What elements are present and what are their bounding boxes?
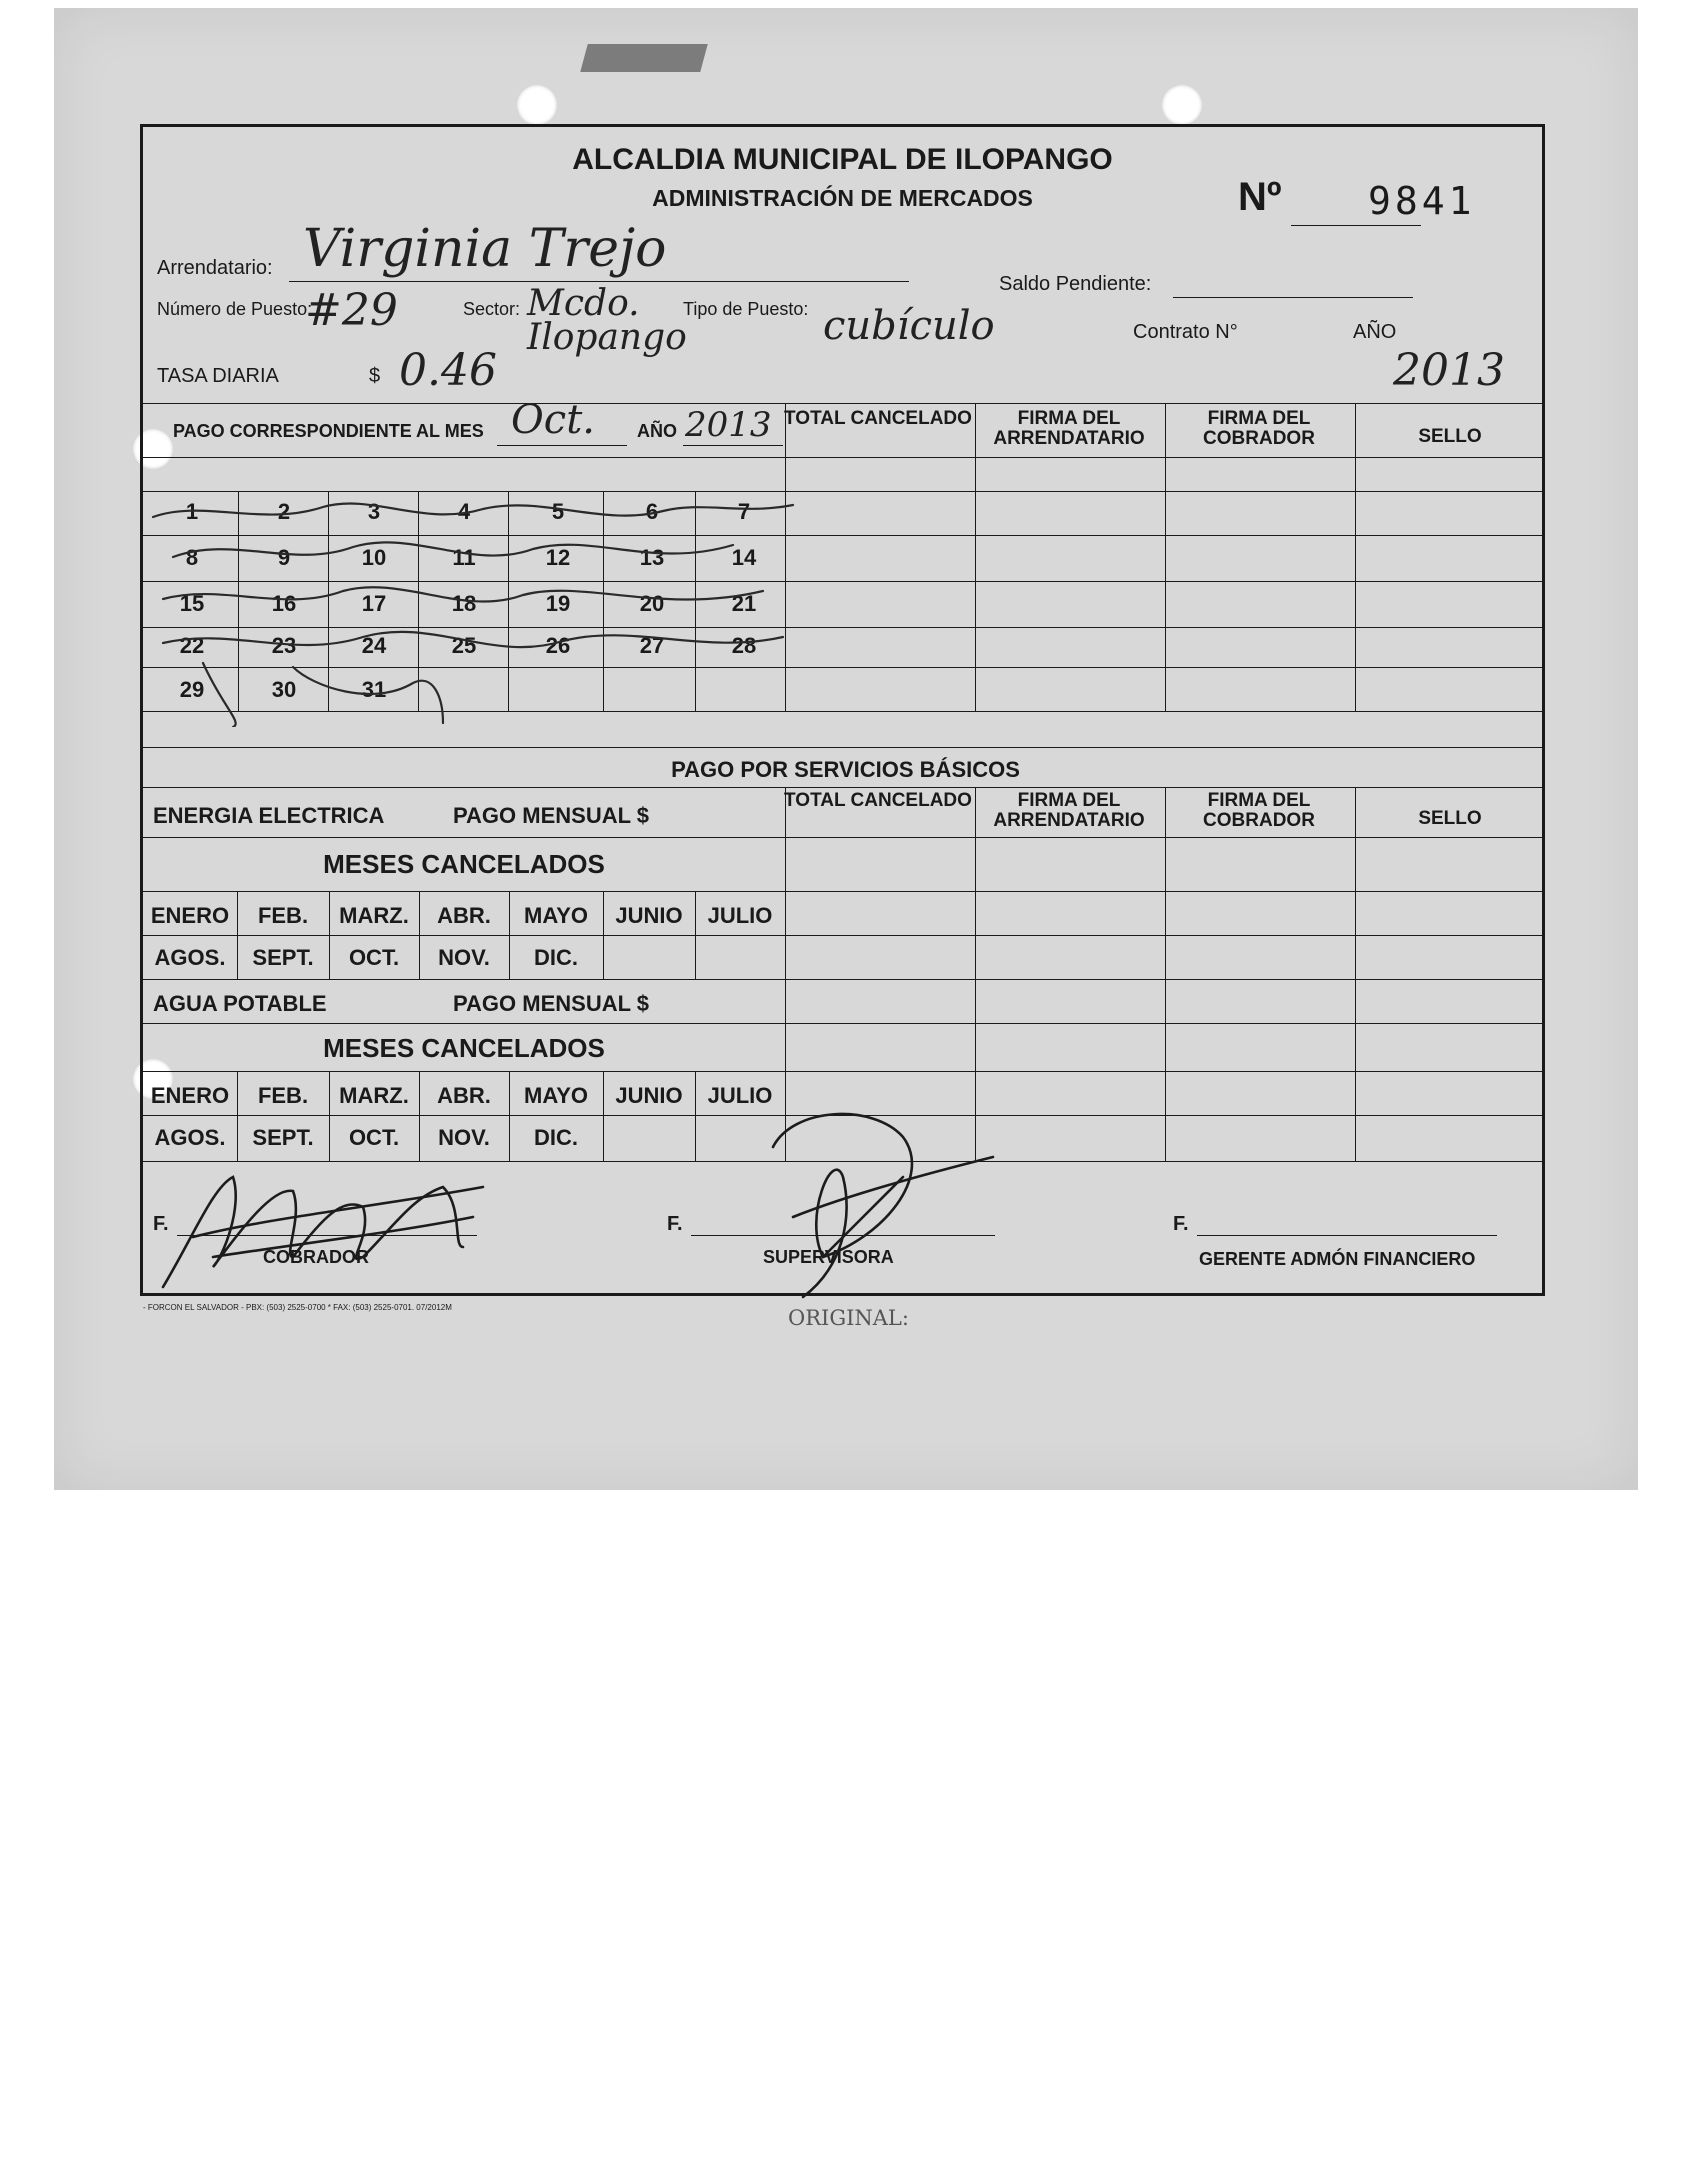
cobrador-label: COBRADOR xyxy=(263,1247,369,1267)
tasa-value: 0.46 xyxy=(399,345,497,396)
tasa-currency: $ xyxy=(369,365,381,387)
puesto-value: #29 xyxy=(305,285,398,336)
anio-label: AÑO xyxy=(1353,321,1397,343)
arrendatario-label: Arrendatario: xyxy=(157,257,273,279)
day-cell: 20 xyxy=(639,591,665,616)
agua-month: JULIO xyxy=(707,1083,773,1108)
cobrador-signature xyxy=(153,1147,513,1297)
day-cell: 23 xyxy=(271,633,297,658)
sector-label: Sector: xyxy=(463,299,521,319)
puesto-label: Número de Puesto: xyxy=(157,299,313,319)
energia-pago-mensual: PAGO MENSUAL $ xyxy=(453,803,649,828)
energia-month: JULIO xyxy=(707,903,773,928)
day-cell: 9 xyxy=(277,545,291,570)
day-cell: 10 xyxy=(361,545,387,570)
agua-pago-mensual: PAGO MENSUAL $ xyxy=(453,991,649,1016)
day-cell: 2 xyxy=(277,499,291,524)
gerente-label: GERENTE ADMÓN FINANCIERO xyxy=(1199,1249,1476,1269)
day-cell: 18 xyxy=(451,591,477,616)
day-cell: 29 xyxy=(179,677,205,702)
contrato-label: Contrato N° xyxy=(1133,321,1238,343)
agua-month: SEPT. xyxy=(252,1125,314,1150)
day-cell: 31 xyxy=(361,677,387,702)
day-cell: 13 xyxy=(639,545,665,570)
day-cell: 17 xyxy=(361,591,387,616)
anio-value: 2013 xyxy=(1393,345,1505,396)
servicios-col-firma-cobrador: FIRMA DEL COBRADOR xyxy=(1203,790,1315,831)
punch-hole xyxy=(1161,84,1203,126)
tipo-value: cubículo xyxy=(823,303,995,349)
day-cell: 27 xyxy=(639,633,665,658)
day-cell: 22 xyxy=(179,633,205,658)
agua-month: NOV. xyxy=(438,1125,490,1150)
day-cell: 6 xyxy=(645,499,659,524)
servicios-col-firma-arrendatario: FIRMA DEL ARRENDATARIO xyxy=(993,790,1145,831)
form-number: 9841 xyxy=(1368,179,1476,223)
gerente-f-label: F. xyxy=(1173,1213,1189,1235)
day-cell: 8 xyxy=(185,545,199,570)
energia-month: ABR. xyxy=(437,903,491,928)
energia-month: DIC. xyxy=(534,945,578,970)
energia-month: JUNIO xyxy=(615,903,683,928)
mes-value: Oct. xyxy=(511,397,595,443)
number-label: Nº xyxy=(1238,175,1282,219)
day-cross-marks xyxy=(143,487,803,727)
agua-month: ABR. xyxy=(437,1083,491,1108)
form-subtitle: ADMINISTRACIÓN DE MERCADOS xyxy=(652,185,1033,211)
energia-month: MARZ. xyxy=(339,903,409,928)
day-cell: 4 xyxy=(457,499,471,524)
day-cell: 3 xyxy=(367,499,381,524)
agua-month: OCT. xyxy=(348,1125,400,1150)
day-cell: 1 xyxy=(185,499,199,524)
agua-month: AGOS. xyxy=(154,1125,226,1150)
energia-month: AGOS. xyxy=(154,945,226,970)
agua-month: FEB. xyxy=(257,1083,309,1108)
day-cell: 14 xyxy=(731,545,757,570)
tipo-label: Tipo de Puesto: xyxy=(683,299,809,319)
agua-month: DIC. xyxy=(534,1125,578,1150)
energia-month: SEPT. xyxy=(252,945,314,970)
agua-meses-cancelados: MESES CANCELADOS xyxy=(323,1033,605,1063)
col-total: TOTAL CANCELADO xyxy=(784,408,972,429)
energia-meses-cancelados: MESES CANCELADOS xyxy=(323,849,605,879)
agua-month: JUNIO xyxy=(615,1083,683,1108)
servicios-col-sello: SELLO xyxy=(1418,808,1482,829)
original-label: ORIGINAL: xyxy=(788,1306,909,1330)
agua-month: ENERO xyxy=(150,1083,230,1108)
form-title: ALCALDIA MUNICIPAL DE ILOPANGO xyxy=(572,143,1113,176)
sector-value: Mcdo. Ilopango xyxy=(527,283,687,358)
day-cell: 7 xyxy=(737,499,751,524)
pago-label: PAGO CORRESPONDIENTE AL MES xyxy=(173,421,484,441)
receipt-form xyxy=(140,124,1545,1312)
cobrador-f-label: F. xyxy=(153,1213,169,1235)
day-cell: 15 xyxy=(179,591,205,616)
arrendatario-value: Virginia Trejo xyxy=(303,219,667,279)
energia-month: ENERO xyxy=(150,903,230,928)
energia-month: OCT. xyxy=(348,945,400,970)
energia-month: NOV. xyxy=(438,945,490,970)
supervisora-signature xyxy=(763,1107,1023,1307)
agua-month: MAYO xyxy=(524,1083,588,1108)
col-firma-cobrador: FIRMA DEL COBRADOR xyxy=(1203,408,1315,449)
col-firma-arrendatario: FIRMA DEL ARRENDATARIO xyxy=(993,408,1145,449)
servicios-title: PAGO POR SERVICIOS BÁSICOS xyxy=(671,757,1020,782)
col-sello: SELLO xyxy=(1418,426,1482,447)
servicios-col-total: TOTAL CANCELADO xyxy=(784,790,972,811)
day-cell: 30 xyxy=(271,677,297,702)
energia-label: ENERGIA ELECTRICA xyxy=(153,803,385,828)
saldo-label: Saldo Pendiente: xyxy=(999,273,1152,295)
day-cell: 16 xyxy=(271,591,297,616)
pago-anio-label: AÑO xyxy=(637,421,677,441)
day-cell: 19 xyxy=(545,591,571,616)
day-cell: 11 xyxy=(452,545,476,570)
agua-month: MARZ. xyxy=(339,1083,409,1108)
day-cell: 24 xyxy=(361,633,387,658)
supervisora-label: SUPERVISORA xyxy=(763,1247,894,1267)
day-cell: 25 xyxy=(451,633,477,658)
day-cell: 5 xyxy=(551,499,565,524)
agua-label: AGUA POTABLE xyxy=(153,991,327,1016)
punch-hole xyxy=(516,84,558,126)
tasa-label: TASA DIARIA xyxy=(157,365,279,387)
printer-line: - FORCON EL SALVADOR - PBX: (503) 2525-0700 * FAX: (503) 2525-0701. 07/2012M xyxy=(143,1303,452,1312)
day-cell: 21 xyxy=(731,591,757,616)
energia-month: MAYO xyxy=(524,903,588,928)
pago-anio-value: 2013 xyxy=(685,405,772,445)
tape-mark xyxy=(580,44,708,72)
day-cell: 28 xyxy=(731,633,757,658)
supervisora-f-label: F. xyxy=(667,1213,683,1235)
day-cell: 26 xyxy=(545,633,571,658)
energia-month: FEB. xyxy=(257,903,309,928)
day-cell: 12 xyxy=(545,545,571,570)
